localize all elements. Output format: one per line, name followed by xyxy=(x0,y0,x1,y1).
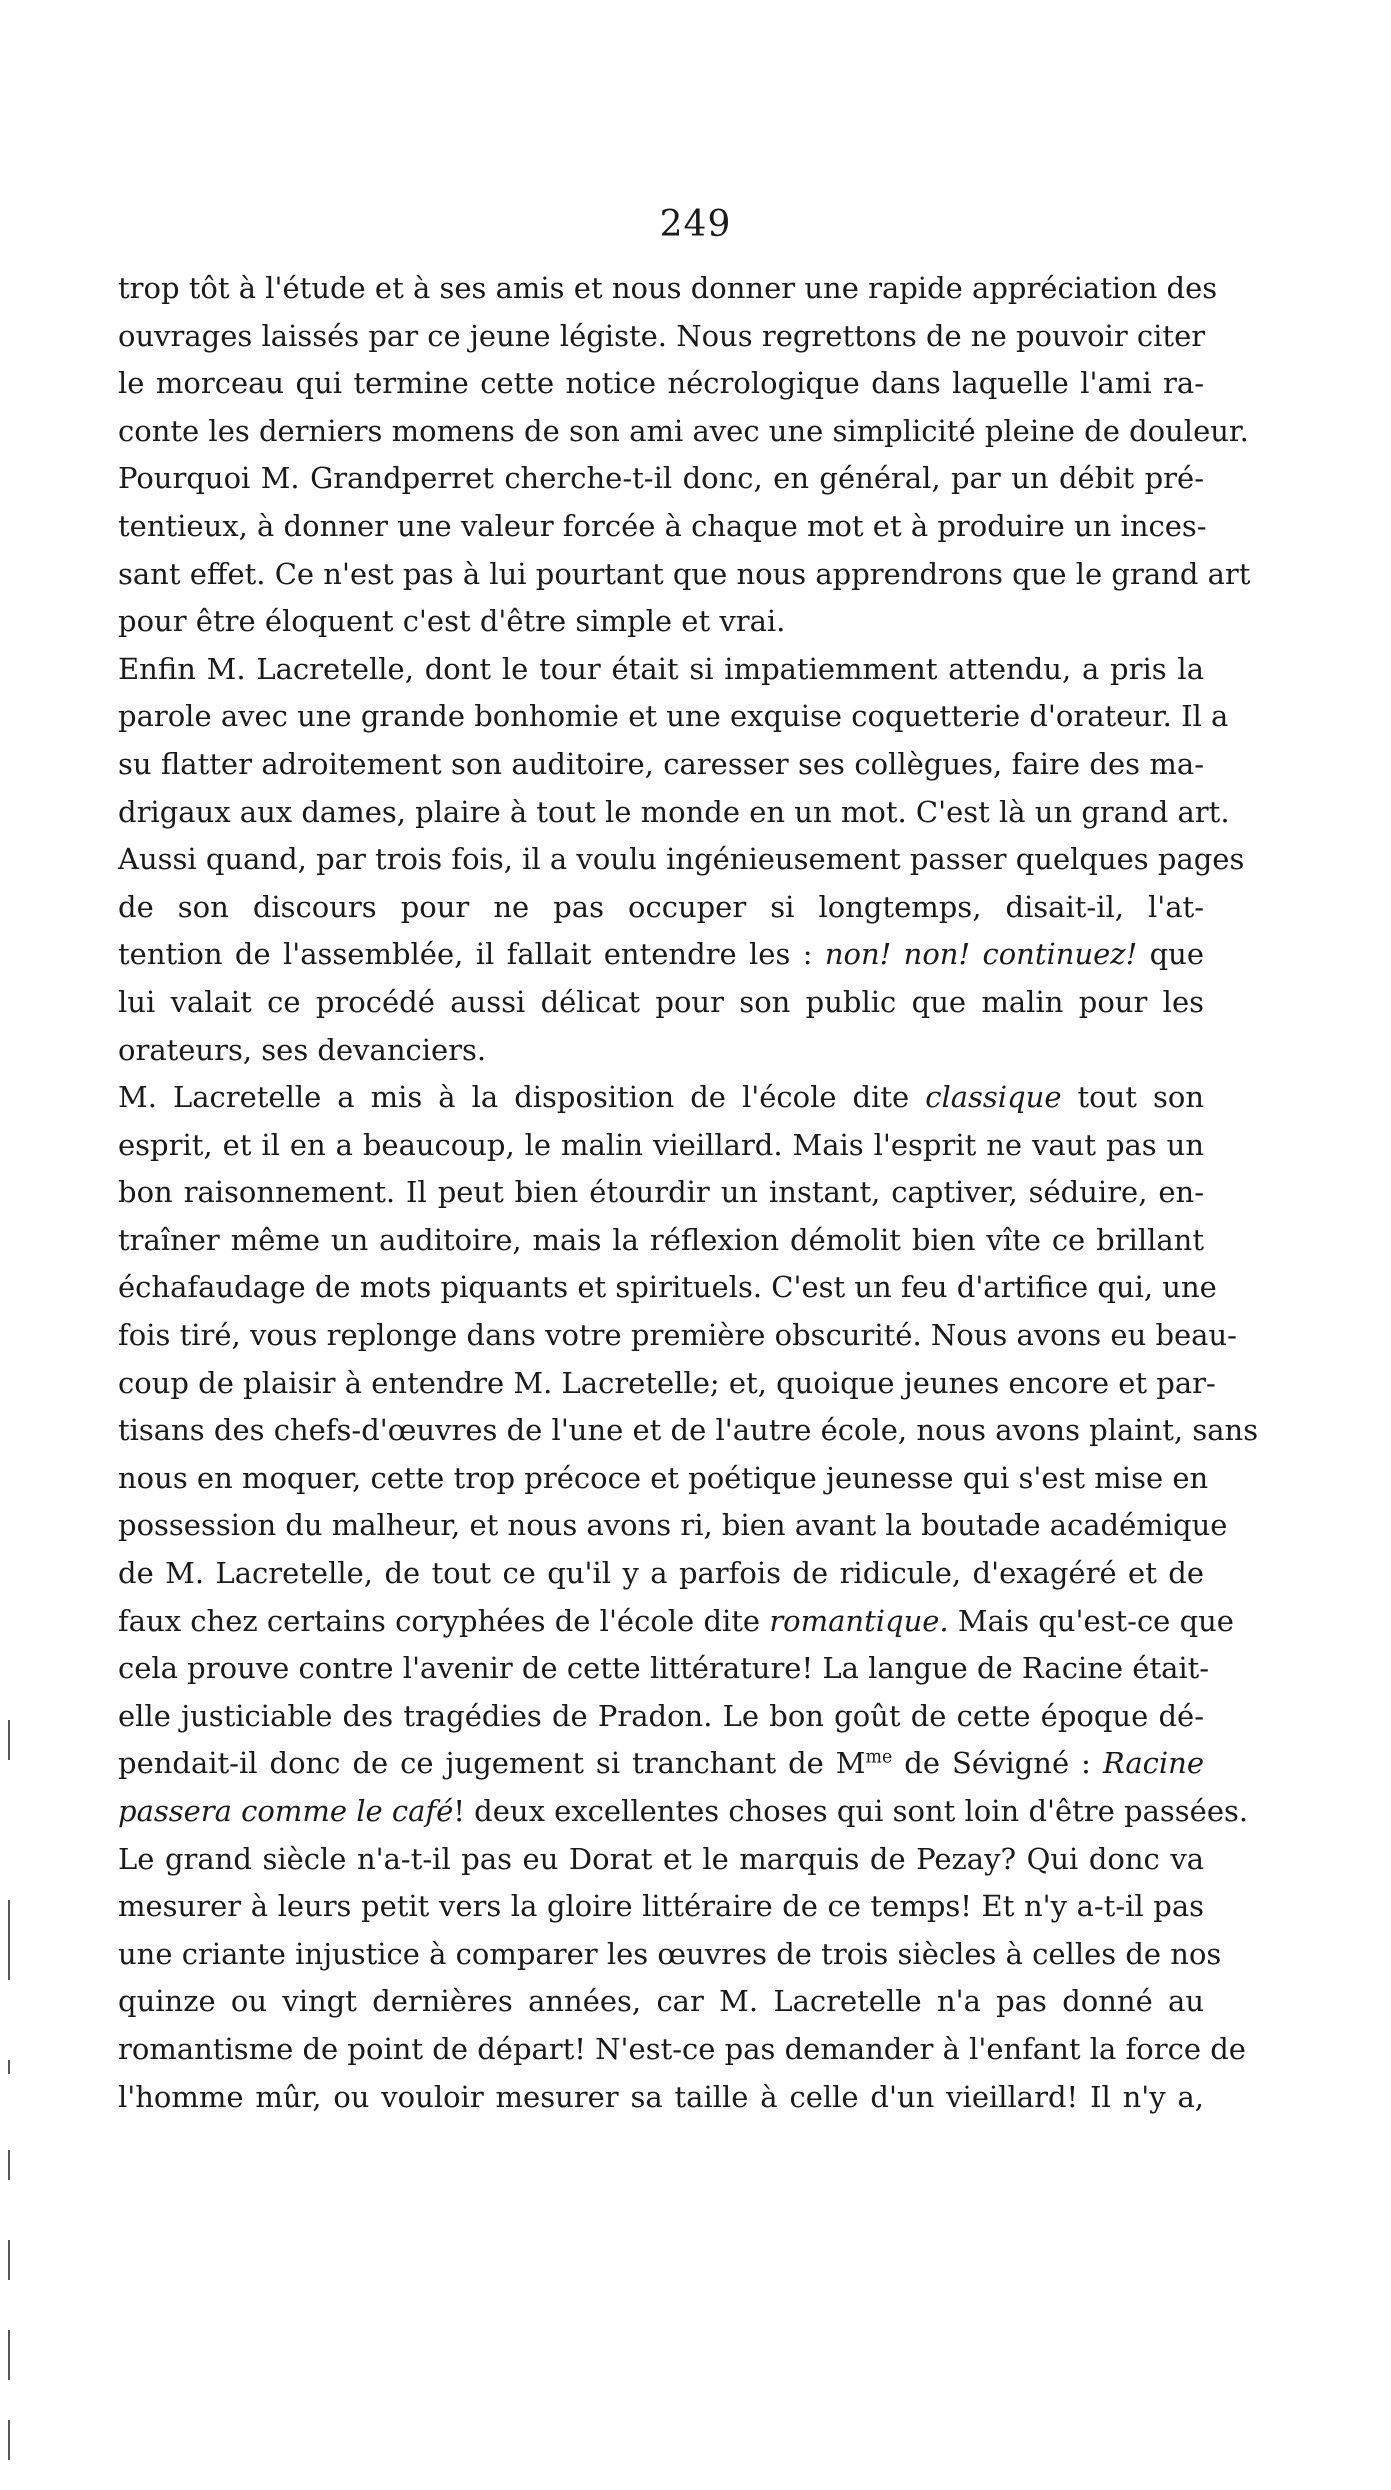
text-line: de M. Lacretelle, de tout ce qu'il y a parfois de ridicule, d'exagéré et de xyxy=(118,1556,1204,1591)
italic-exclamation: non! non! continuez! xyxy=(824,937,1138,972)
text-line: Enfin M. Lacretelle, dont le tour était si impatiemment attendu, a pris la xyxy=(118,651,1204,686)
text-line: lui valait ce procédé aussi délicat pour son public que malin pour les xyxy=(118,984,1204,1019)
page-body xyxy=(118,265,1259,2121)
text-line: une criante injustice à comparer les œuvres de trois siècles à celles de nos xyxy=(118,1936,1222,1971)
page-number: 249 xyxy=(659,204,732,245)
text-line: ouvrages laissés par ce jeune légiste. Nous regrettons de ne pouvoir citer xyxy=(118,318,1206,353)
text-line: bon raisonnement. Il peut bien étourdir un instant, captiver, séduire, en- xyxy=(118,1175,1204,1210)
text-line: drigaux aux dames, plaire à tout le monde en un mot. C'est là un grand art. xyxy=(118,794,1230,829)
text-segment: faux chez certains coryphées de l'école dite xyxy=(118,1603,761,1638)
paragraph-1 xyxy=(118,265,1251,646)
text-line xyxy=(118,931,1204,979)
text-line: de son discours pour ne pas occuper si longtemps, disait-il, l'at- xyxy=(118,889,1204,924)
text-segment: ! deux excellentes choses qui sont loin d'être passées. xyxy=(453,1794,1249,1828)
margin-mark xyxy=(8,2420,10,2460)
text-line xyxy=(118,1074,1204,1122)
italic-classique: classique xyxy=(925,1080,1062,1115)
italic-romantique: romantique. xyxy=(769,1603,949,1638)
italic-quote: passera comme le café xyxy=(118,1794,454,1828)
text-segment: M. Lacretelle a mis à la disposition de l'école dite xyxy=(118,1080,910,1115)
text-line: conte les derniers momens de son ami avec une simplicité pleine de douleur. xyxy=(118,413,1249,448)
text-line: esprit, et il en a beaucoup, le malin vieillard. Mais l'esprit ne vaut pas un xyxy=(118,1127,1204,1162)
text-segment: tention de l'assemblée, il fallait entendre les : xyxy=(118,937,813,972)
text-line: Le grand siècle n'a-t-il pas eu Dorat et le marquis de Pezay? Qui donc va xyxy=(118,1841,1204,1876)
text-line: traîner même un auditoire, mais la réflexion démolit bien vîte ce brillant xyxy=(118,1222,1204,1257)
margin-mark xyxy=(8,2240,10,2280)
margin-mark xyxy=(8,2060,10,2074)
margin-mark xyxy=(8,1720,10,1760)
text-segment: de Sévigné : xyxy=(904,1746,1091,1781)
text-line: nous en moquer, cette trop précoce et poétique jeunesse qui s'est mise en xyxy=(118,1460,1209,1495)
text-line: su flatter adroitement son auditoire, caresser ses collègues, faire des ma- xyxy=(118,746,1204,781)
text-line: quinze ou vingt dernières années, car M. Lacretelle n'a pas donné au xyxy=(118,1984,1204,2019)
text-line: coup de plaisir à entendre M. Lacretelle; et, quoique jeunes encore et par- xyxy=(118,1365,1216,1400)
text-segment: Mais qu'est-ce que xyxy=(957,1603,1234,1638)
paragraph-3 xyxy=(118,1074,1259,2121)
text-line: tisans des chefs-d'œuvres de l'une et de l'autre école, nous avons plaint, sans xyxy=(118,1413,1259,1448)
text-line: parole avec une grande bonhomie et une exquise coquetterie d'orateur. Il a xyxy=(118,699,1229,734)
text-line xyxy=(118,1740,1204,1788)
text-line: cela prouve contre l'avenir de cette littérature! La langue de Racine était- xyxy=(118,1651,1210,1686)
margin-mark xyxy=(8,2150,10,2180)
text-line: l'homme mûr, ou vouloir mesurer sa taille à celle d'un vieillard! Il n'y a, xyxy=(118,2079,1204,2114)
text-line: Pourquoi M. Grandperret cherche-t-il donc, en général, par un débit pré- xyxy=(118,461,1204,496)
text-line: possession du malheur, et nous avons ri, bien avant la boutade académique xyxy=(118,1508,1228,1543)
italic-racine: Racine xyxy=(1102,1746,1205,1781)
text-line: tentieux, à donner une valeur forcée à chaque mot et à produire un inces- xyxy=(118,508,1207,543)
superscript: me xyxy=(865,1747,893,1768)
text-line xyxy=(118,1788,1249,1836)
text-line: orateurs, ses devanciers. xyxy=(118,1032,487,1067)
text-line: fois tiré, vous replonge dans votre première obscurité. Nous avons eu beau- xyxy=(118,1318,1237,1353)
text-line: mesurer à leurs petit vers la gloire littéraire de ce temps! Et n'y a-t-il pas xyxy=(118,1889,1204,1924)
text-segment: pendait-il donc de ce jugement si tranchant de M xyxy=(118,1746,866,1781)
paragraph-2 xyxy=(118,646,1245,1074)
text-line: trop tôt à l'étude et à ses amis et nous donner une rapide appréciation des xyxy=(118,271,1218,305)
text-line: le morceau qui termine cette notice nécrologique dans laquelle l'ami ra- xyxy=(118,366,1204,401)
text-line: pour être éloquent c'est d'être simple et vrai. xyxy=(118,604,786,639)
text-line: sant effet. Ce n'est pas à lui pourtant que nous apprendrons que le grand art xyxy=(118,556,1251,591)
text-segment: que xyxy=(1149,937,1204,972)
text-segment: tout son xyxy=(1077,1080,1205,1115)
text-line xyxy=(118,1598,1234,1646)
margin-mark xyxy=(8,1900,10,1980)
text-line: Aussi quand, par trois fois, il a voulu ingénieusement passer quelques pages xyxy=(118,842,1245,877)
text-line: échafaudage de mots piquants et spirituels. C'est un feu d'artifice qui, une xyxy=(118,1270,1217,1305)
text-line: romantisme de point de départ! N'est-ce pas demander à l'enfant la force de xyxy=(118,2031,1246,2066)
margin-mark xyxy=(8,2330,10,2380)
text-line: elle justiciable des tragédies de Pradon. Le bon goût de cette époque dé- xyxy=(118,1698,1204,1733)
